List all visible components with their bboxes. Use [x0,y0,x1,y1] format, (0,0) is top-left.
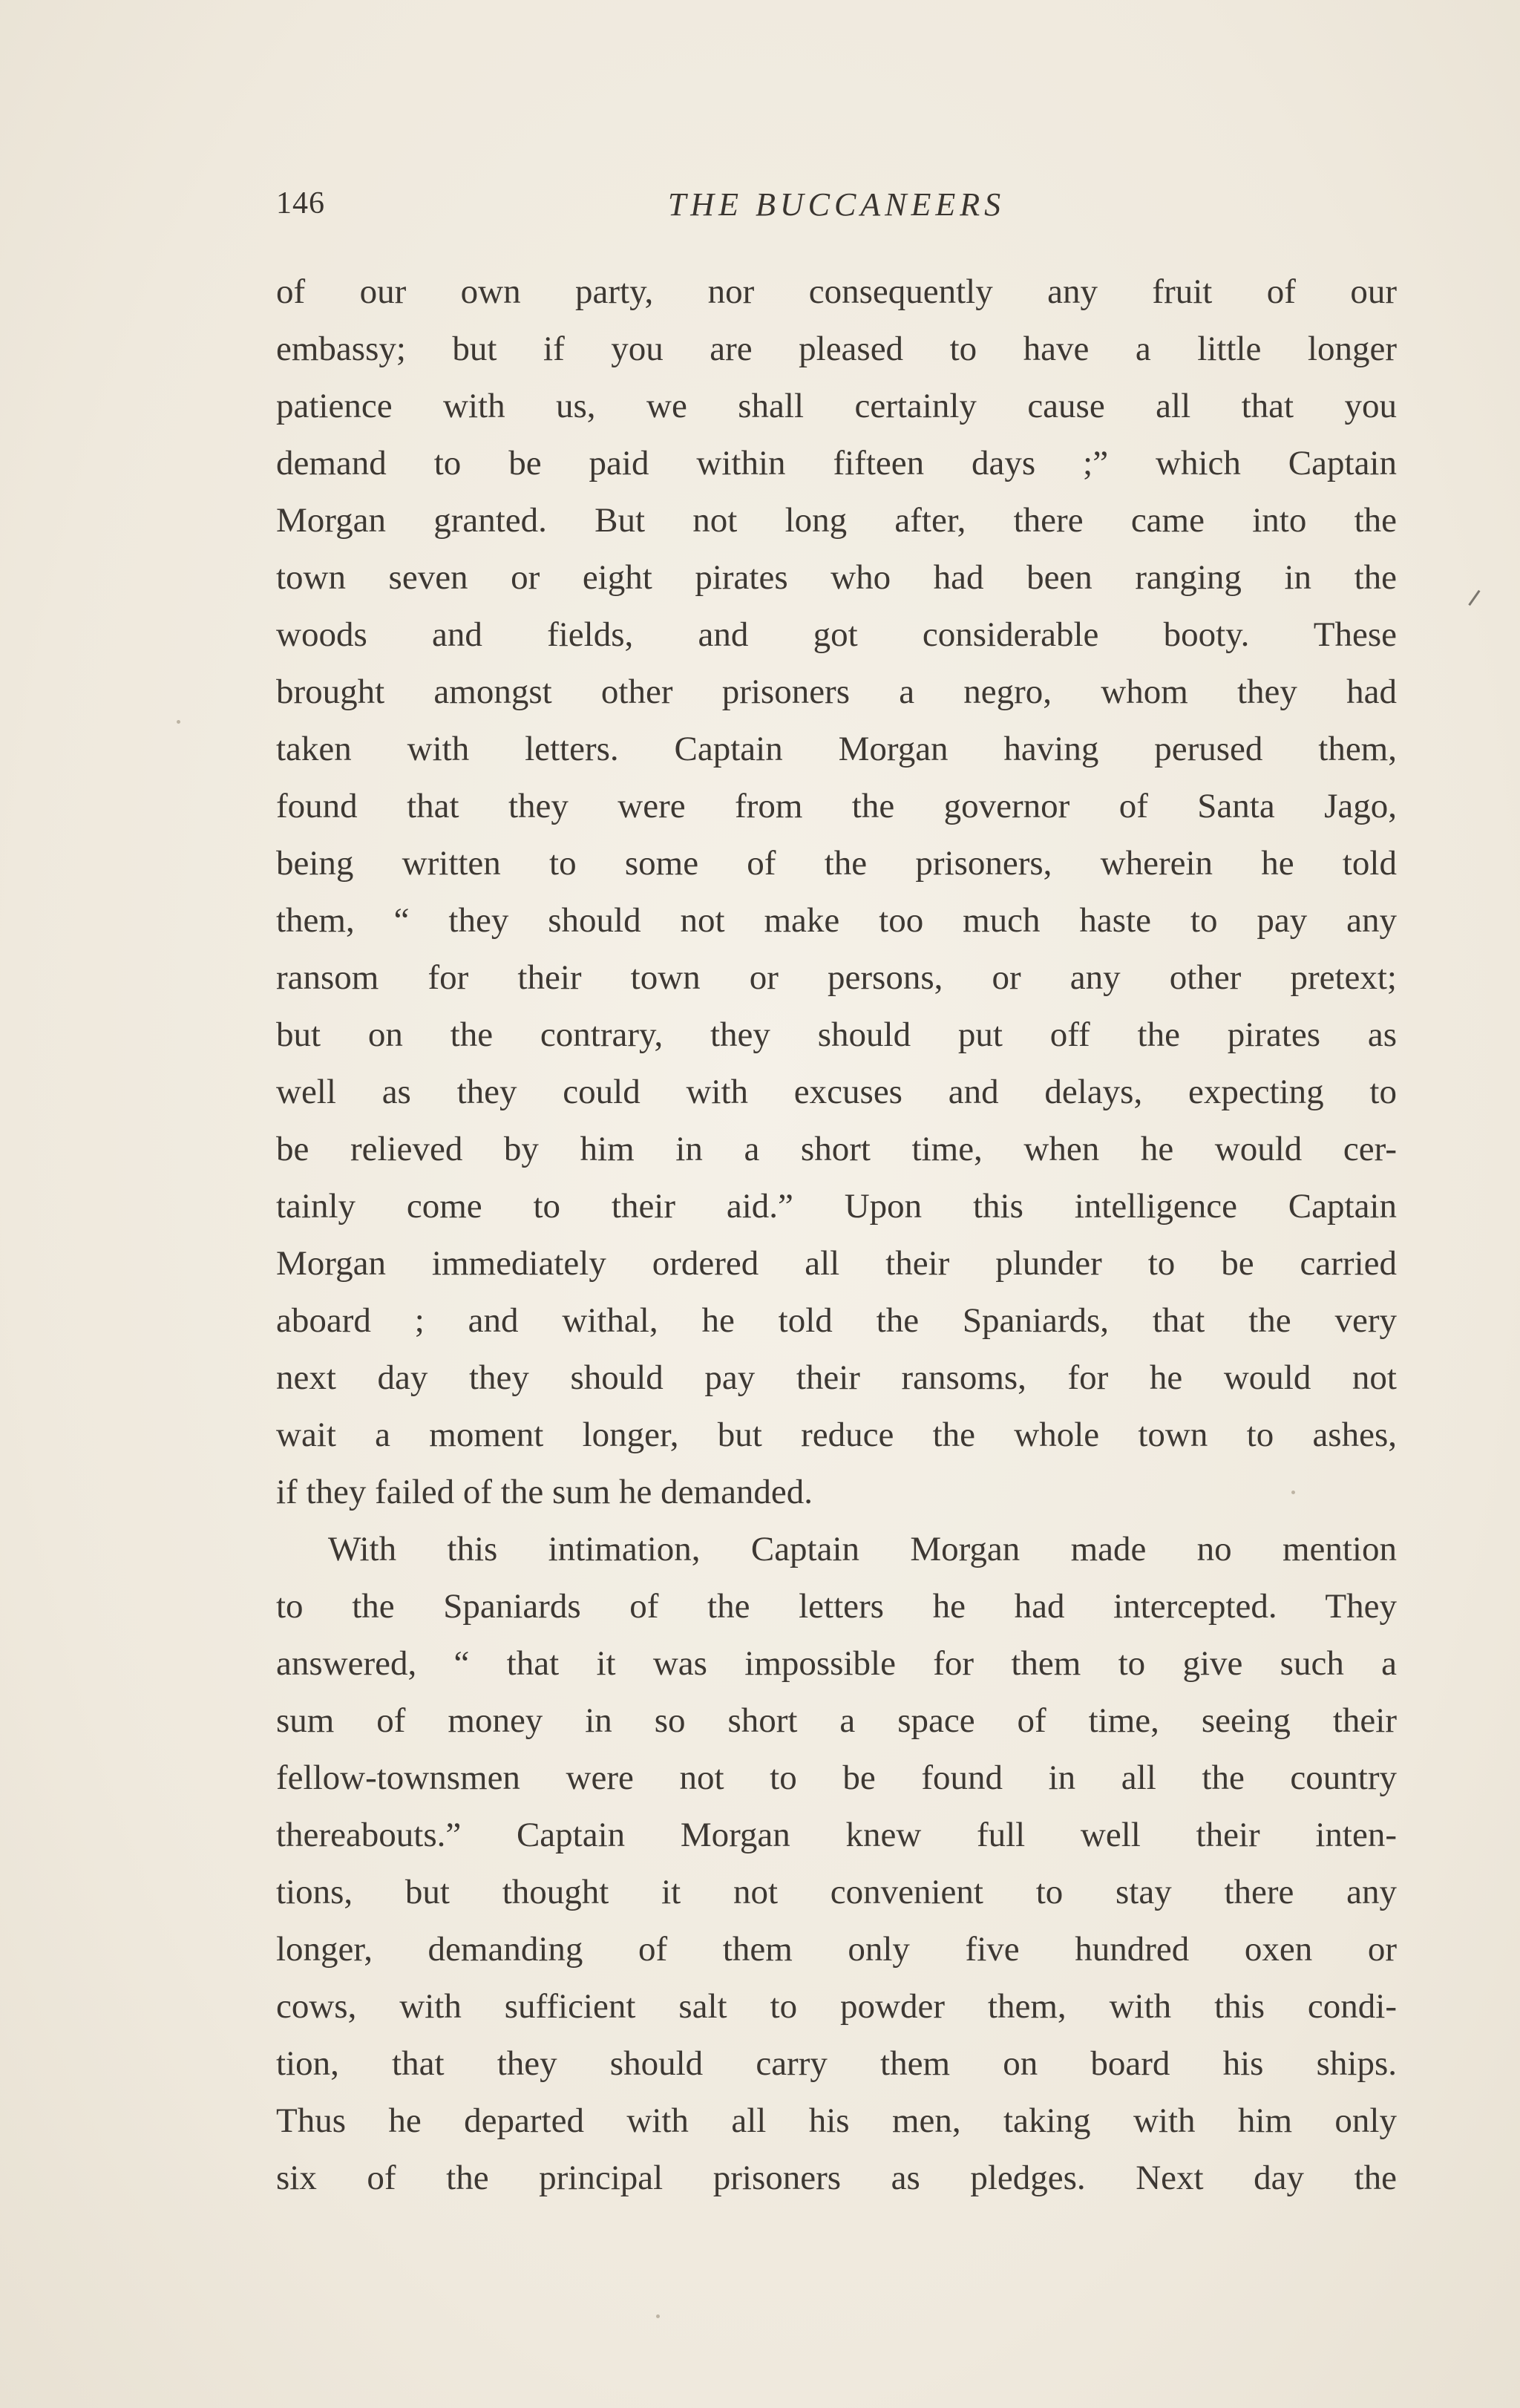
text-line: being written to some of the prisoners, wherein he told [276,844,1397,883]
text-line: Morgan granted. But not long after, there came into the [276,501,1397,540]
running-head [276,186,1397,238]
text-line: demand to be paid within fifteen days ;” which Captain [276,444,1397,482]
paragraph-end-line: if they failed of the sum he demanded. [276,1473,813,1511]
text-line: longer, demanding of them only five hundred oxen or [276,1930,1397,1969]
text-line: them, “ they should not make too much haste to pay any [276,901,1397,940]
text-line: taken with letters. Captain Morgan having perused them, [276,730,1397,768]
paper-speck [1291,1491,1295,1494]
paragraph-start-line: With this intimation, Captain Morgan made no mention [328,1530,1397,1568]
paper-speck [656,2314,660,2318]
text-line: found that they were from the governor of Santa Jago, [276,787,1397,825]
text-line: answered, “ that it was impossible for them to give such a [276,1644,1397,1683]
text-line: wait a moment longer, but reduce the whole town to ashes, [276,1416,1397,1454]
text-line: well as they could with excuses and delays, expecting to [276,1073,1397,1111]
text-line: to the Spaniards of the letters he had intercepted. They [276,1587,1397,1626]
text-line: sum of money in so short a space of time, seeing their [276,1701,1397,1740]
text-line: of our own party, nor consequently any fruit of our [276,272,1397,311]
page-number: 146 [276,186,325,220]
text-line: town seven or eight pirates who had been ranging in the [276,558,1397,597]
text-line: tainly come to their aid.” Upon this intelligence Captain [276,1187,1397,1226]
text-line: Thus he departed with all his men, taking with him only [276,2101,1397,2140]
text-line: tions, but thought it not convenient to stay there any [276,1873,1397,1911]
text-line: patience with us, we shall certainly cause all that you [276,387,1397,425]
text-line: aboard ; and withal, he told the Spaniards, that the very [276,1301,1397,1340]
text-line: but on the contrary, they should put off the pirates as [276,1015,1397,1054]
text-line: tion, that they should carry them on board his ships. [276,2044,1397,2083]
text-line: next day they should pay their ransoms, for he would not [276,1358,1397,1397]
text-line: brought amongst other prisoners a negro, whom they had [276,673,1397,711]
text-line: cows, with sufficient salt to powder them, with this condi- [276,1987,1397,2026]
text-line: be relieved by him in a short time, when he would cer- [276,1130,1397,1168]
body-text [276,264,1397,2207]
text-line: embassy; but if you are pleased to have a little longer [276,330,1397,368]
paper-speck [177,720,180,724]
pencil-mark [1461,585,1480,606]
running-title: THE BUCCANEERS [667,186,1006,223]
text-line: fellow-townsmen were not to be found in all the country [276,1758,1397,1797]
text-line: Morgan immediately ordered all their plunder to be carried [276,1244,1397,1283]
text-line: six of the principal prisoners as pledges. Next day the [276,2159,1397,2197]
text-line: ransom for their town or persons, or any other pretext; [276,958,1397,997]
text-line: thereabouts.” Captain Morgan knew full well their inten- [276,1816,1397,1854]
text-line: woods and fields, and got considerable booty. These [276,615,1397,654]
